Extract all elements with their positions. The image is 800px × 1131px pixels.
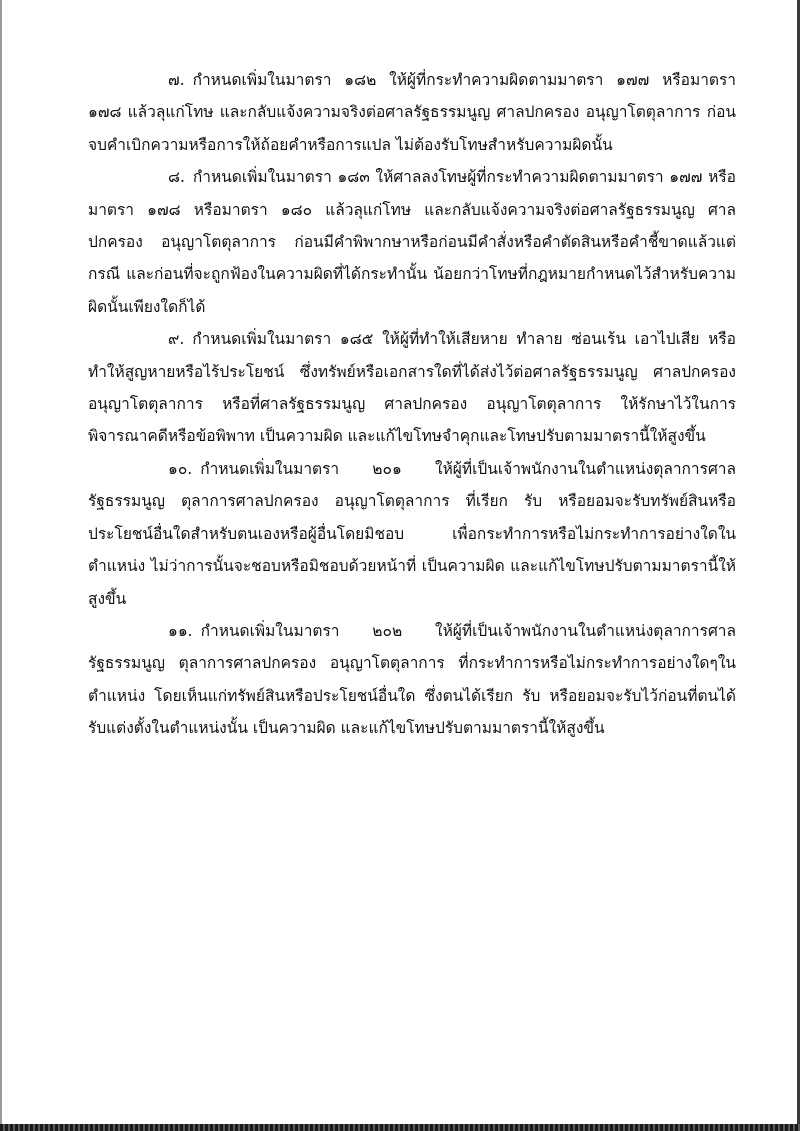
paragraph-number: ๑๐. <box>168 459 193 478</box>
paragraph-text: กำหนดเพิ่มในมาตรา ๑๘๓ ให้ศาลลงโทษผู้ที่กระทำความผิดตามมาตรา ๑๗๗ หรือมาตรา ๑๗๘ หรือมาตรา ๑๘๐ แล้วลุแก่โทษ และกลับแจ้งความจริงต่อศาลรัฐธรรมนูญ ศาลปกครอง อนุญาโตตุลาการ ก่อนมีคำพิพากษาหรือก่อนมีคำสั่งหรือคำตัดสินหรือคำชี้ขาดแล้วแต่กรณี และก่อนที่จะถูกฟ้องในความผิดที่ได้กระทำนั้น น้อยกว่าโทษที่กฎหมายกำหนดไว้สำหรับความผิดนั้นเพียงใดก็ได้ <box>88 168 736 316</box>
paragraph-9 <box>88 323 736 453</box>
paragraph-11 <box>88 615 736 745</box>
paragraph-text: กำหนดเพิ่มในมาตรา ๒๐๑ ให้ผู้ที่เป็นเจ้าพนักงานในตำแหน่งตุลาการศาลรัฐธรรมนูญ ตุลาการศาลปกครอง อนุญาโตตุลาการ ที่เรียก รับ หรือยอมจะรับทรัพย์สินหรือประโยชน์อื่นใดสำหรับตนเองหรือผู้อื่นโดยมิชอบ เพื่อกระทำการหรือไม่กระทำการอย่างใดในตำแหน่ง ไม่ว่าการนั้นจะชอบหรือมิชอบด้วยหน้าที่ เป็นความผิด และแก้ไขโทษปรับตามมาตรานี้ให้สูงขึ้น <box>88 459 736 608</box>
paragraph-8 <box>88 161 736 323</box>
paragraph-number: ๙. <box>168 330 185 349</box>
paragraph-text: กำหนดเพิ่มในมาตรา ๒๐๒ ให้ผู้ที่เป็นเจ้าพนักงานในตำแหน่งตุลาการศาลรัฐธรรมนูญ ตุลาการศาลปกครอง อนุญาโตตุลาการ ที่กระทำการหรือไม่กระทำการอย่างใดๆในตำแหน่ง โดยเห็นแก่ทรัพย์สินหรือประโยชน์อื่นใด ซึ่งตนได้เรียก รับ หรือยอมจะรับไว้ก่อนที่ตนได้รับแต่งตั้งในตำแหน่งนั้น เป็นความผิด และแก้ไขโทษปรับตามมาตรานี้ให้สูงขึ้น <box>88 621 736 738</box>
document-body <box>88 64 736 745</box>
paragraph-text: กำหนดเพิ่มในมาตรา ๑๘๕ ให้ผู้ที่ทำให้เสียหาย ทำลาย ซ่อนเร้น เอาไปเสีย หรือทำให้สูญหายหรือไร้ประโยชน์ ซึ่งทรัพย์หรือเอกสารใดที่ได้ส่งไว้ต่อศาลรัฐธรรมนูญ ศาลปกครอง อนุญาโตตุลาการ หรือที่ศาลรัฐธรรมนูญ ศาลปกครอง อนุญาโตตุลาการ ให้รักษาไว้ในการพิจารณาคดีหรือข้อพิพาท เป็นความผิด และแก้ไขโทษจำคุกและโทษปรับตามมาตรานี้ให้สูงขึ้น <box>88 330 736 446</box>
paragraph-10 <box>88 453 736 615</box>
paragraph-number: ๗. <box>168 71 185 89</box>
paragraph-text: กำหนดเพิ่มในมาตรา ๑๘๒ ให้ผู้ที่กระทำความผิดตามมาตรา ๑๗๗ หรือมาตรา ๑๗๘ แล้วลุแก่โทษ และกลับแจ้งความจริงต่อศาลรัฐธรรมนูญ ศาลปกครอง อนุญาโตตุลาการ ก่อนจบคำเบิกความหรือการให้ถ้อยคำหรือการแปล ไม่ต้องรับโทษสำหรับความผิดนั้น <box>88 71 736 154</box>
scan-edge-bottom <box>0 1124 800 1131</box>
paragraph-7 <box>88 64 736 161</box>
paragraph-number: ๑๑. <box>168 621 193 640</box>
paragraph-number: ๘. <box>168 168 185 187</box>
scan-edge-left <box>0 0 2 1131</box>
